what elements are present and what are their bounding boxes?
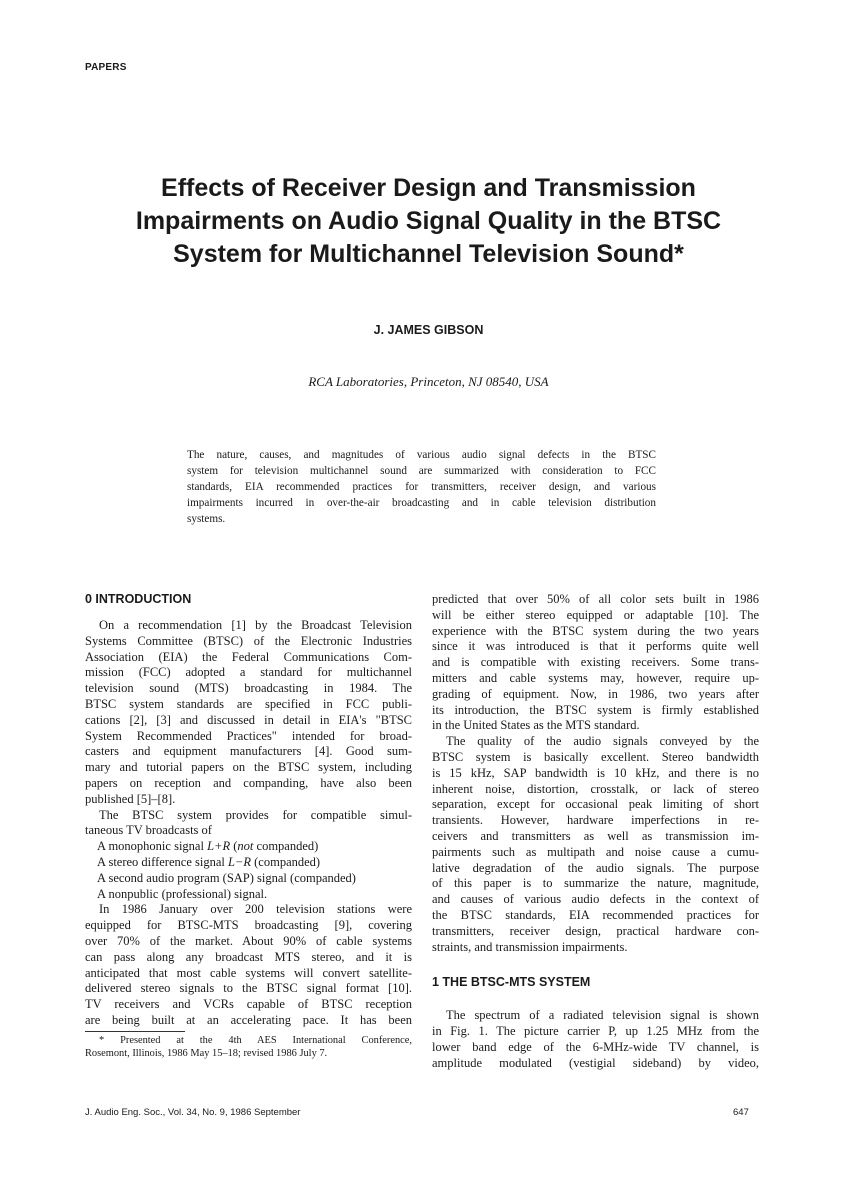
text-line: mission (FCC) adopted a standard for multichannel (85, 665, 412, 680)
abstract-line: impairments incurred in over-the-air broadcasting and in cable television distribution (187, 497, 656, 509)
text-line: transients. However, hardware imperfections in re- (432, 813, 759, 828)
text-line: inherent noise, distortion, crosstalk, or lack of stereo (432, 781, 759, 796)
title-line: System for Multichannel Television Sound* (173, 240, 684, 268)
text-line: and causes of various audio defects in the context of (432, 892, 759, 907)
text-line: papers on reception and companding, have also been (85, 775, 412, 790)
text-line: published [5]–[8]. (85, 791, 176, 806)
text-line: Systems Committee (BTSC) of the Electronic Industries (85, 633, 412, 648)
paper-title (100, 172, 757, 271)
text-line: the BTSC standards, EIA recommended practices for (432, 907, 759, 922)
text-line: and is compatible with existing receivers. Some trans- (432, 655, 759, 670)
footnote-line: * Presented at the 4th AES International Conference, (99, 1034, 412, 1046)
text-line: since it was introduced is that it performs quite well (432, 639, 759, 654)
spectrum-paragraph (432, 1008, 759, 1071)
intro-paragraph-1 (85, 618, 412, 808)
left-column (85, 592, 412, 1060)
quality-paragraph (432, 734, 759, 955)
text-line: in the United States as the MTS standard. (432, 718, 640, 733)
text-line: will be either stereo equipped or adaptable [10]. The (432, 607, 759, 622)
text-line: experience with the BTSC system during the two years (432, 623, 759, 638)
running-head: PAPERS (85, 62, 127, 73)
text-line: lative degradation of the audio signals. The purpose (432, 860, 759, 875)
text-line: transmitters, receiver design, practical hardware con- (432, 923, 759, 938)
list-item: A nonpublic (professional) signal. (97, 886, 268, 901)
text-line: over 70% of the market. About 90% of cable systems (85, 933, 412, 948)
text-line: delivered stereo signals to the BTSC signal format [10]. (85, 981, 412, 996)
text-line: mary and tutorial papers on the BTSC system, including (85, 760, 412, 775)
section-heading-btsc-mts-system: 1 THE BTSC-MTS SYSTEM (432, 975, 591, 990)
abstract-line: standards, EIA recommended practices for transmitters, receiver design, and various (187, 481, 656, 493)
title-line: Impairments on Audio Signal Quality in the BTSC (135, 207, 722, 235)
text-line: its introduction, the BTSC system is firmly established (432, 702, 759, 717)
text-line: The spectrum of a radiated television signal is shown (446, 1008, 759, 1023)
text-line: anticipated that most cable systems will convert satellite- (85, 965, 412, 980)
text-line: are being built at an accelerating pace. It has been (85, 1012, 412, 1027)
author-name: J. JAMES GIBSON (373, 323, 484, 337)
list-item: A stereo difference signal L−R (companded) (97, 854, 321, 869)
text-line: TV receivers and VCRs capable of BTSC reception (85, 997, 412, 1012)
footnote-line: Rosemont, Illinois, 1986 May 15–18; revised 1986 July 7. (85, 1047, 328, 1059)
list-item: A second audio program (SAP) signal (companded) (97, 870, 356, 885)
right-column (432, 592, 759, 1072)
text-line: in Fig. 1. The picture carrier P, up 1.25 MHz from the (432, 1024, 759, 1039)
section-heading-introduction: 0 INTRODUCTION (85, 592, 192, 606)
text-line: BTSC system standards are specified in FCC publi- (85, 696, 412, 711)
text-line: BTSC system is basically excellent. Stereo bandwidth (432, 749, 759, 764)
text-line: In 1986 January over 200 television stations were (99, 902, 412, 917)
footer-citation: J. Audio Eng. Soc., Vol. 34, No. 9, 1986 September (85, 1107, 301, 1118)
affiliation: RCA Laboratories, Princeton, NJ 08540, USA (308, 374, 549, 389)
list-item: A monophonic signal L+R (not companded) (97, 839, 319, 854)
abstract-line: systems. (187, 513, 226, 525)
text-line: pairments such as multipath and noise cause a cumu- (432, 844, 759, 859)
abstract-line: The nature, causes, and magnitudes of various audio signal defects in the BTSC (187, 449, 656, 461)
text-line: mitters and cable systems may, however, require up- (432, 670, 759, 685)
text-line: casters and equipment manufacturers [4]. Good sum- (85, 744, 412, 759)
text-line: separation, except for occasional peak limiting of short (432, 797, 759, 812)
text-line: straints, and transmission impairments. (432, 939, 628, 954)
continued-paragraph (432, 592, 759, 734)
text-line: predicted that over 50% of all color sets built in 1986 (432, 592, 759, 606)
text-line: lower band edge of the 6-MHz-wide TV channel, is (432, 1039, 759, 1054)
text-line: is 15 kHz, SAP bandwidth is 10 kHz, and there is no (432, 765, 759, 780)
text-line: ceivers and transmitters as well as transmission im- (432, 828, 759, 843)
intro-paragraph-2 (85, 808, 412, 840)
text-line: System Recommended Practices" intended for broad- (85, 728, 412, 743)
text-line: of this paper is to summarize the nature, magnitude, (432, 876, 759, 891)
broadcast-list (85, 839, 412, 902)
text-line: can pass along any broadcast MTS stereo, and it is (85, 949, 412, 964)
text-line: equipped for BTSC-MTS broadcasting [9], covering (85, 918, 412, 933)
text-line: television sound (MTS) broadcasting in 1984. The (85, 681, 412, 696)
text-line: cations [2], [3] and discussed in detail in EIA's "BTSC (85, 712, 412, 727)
title-line: Effects of Receiver Design and Transmission (161, 174, 696, 202)
abstract-line: system for television multichannel sound are summarized with consideration to FCC (187, 465, 656, 477)
text-line: grading of equipment. Now, in 1986, two years after (432, 686, 759, 701)
text-line: amplitude modulated (vestigial sideband) by video, (432, 1055, 759, 1070)
footnote (85, 1034, 412, 1060)
text-line: The BTSC system provides for compatible simul- (99, 807, 412, 822)
text-line: Association (EIA) the Federal Communications Com- (85, 649, 412, 664)
abstract (187, 447, 656, 527)
text-line: taneous TV broadcasts of (85, 823, 212, 838)
page-number: 647 (733, 1107, 749, 1118)
footnote-rule (85, 1031, 185, 1032)
intro-paragraph-3 (85, 902, 412, 1028)
text-line: On a recommendation [1] by the Broadcast Television (99, 618, 412, 632)
text-line: The quality of the audio signals conveyed by the (446, 734, 759, 749)
